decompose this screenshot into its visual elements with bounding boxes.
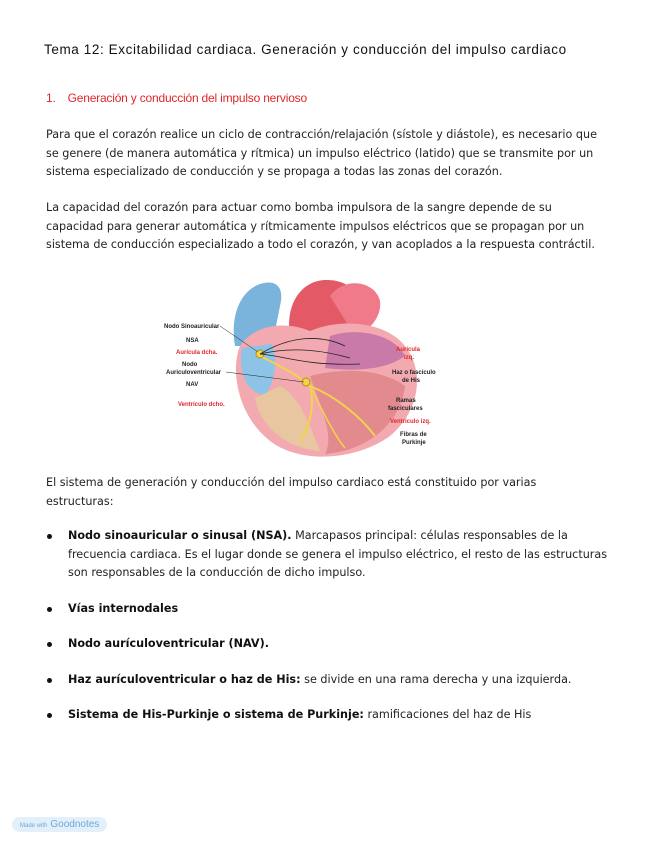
label-ventriculo-izq: Ventrículo izq.	[390, 419, 431, 425]
label-ramas: Ramas	[396, 398, 416, 404]
bullet-term: Haz aurículoventricular o haz de His:	[68, 672, 301, 686]
list-item	[44, 600, 614, 619]
section-heading	[46, 91, 307, 105]
bullet-term: Nodo sinoauricular o sinusal (NSA).	[68, 529, 292, 542]
list-item	[44, 635, 614, 654]
label-auricula-izq-2: izq.	[404, 355, 414, 361]
label-haz-his: Haz o fascículo	[392, 370, 436, 376]
label-haz-his-2: de His	[402, 378, 421, 384]
paragraph-structures: El sistema de generación y conducción del impulso cardiaco está constituido por varias estructuras:	[46, 476, 537, 508]
bullet-term: Sistema de His-Purkinje o sistema de Purkinje:	[68, 708, 364, 721]
label-nodo: Nodo	[182, 362, 198, 368]
label-nav: NAV	[186, 382, 199, 388]
label-auriculoventricular: Auriculoventricular	[166, 370, 222, 376]
label-fibras: Fibras de	[400, 432, 427, 438]
list-item	[44, 706, 614, 725]
label-nodo-sinoauricular: Nodo Sinoauricular	[164, 324, 220, 330]
section-heading-text: Generación y conducción del impulso nervioso	[67, 91, 307, 105]
label-ramas-2: fasciculares	[388, 406, 423, 412]
bullet-text: se divide en una rama derecha y una izquierda.	[300, 672, 572, 686]
heart-conduction-diagram	[160, 276, 450, 464]
page-title: Tema 12: Excitabilidad cardiaca. Generación y conducción del impulso cardiaco	[44, 42, 567, 57]
paragraph-intro: Para que el corazón realice un ciclo de contracción/relajación (sístole y diástole), es necesario que se genere (de manera automática y rítmica) un impulso eléctrico (latido) que se transmite por un sistema especializado de conducción y se propaga a todas las zonas del corazón.	[46, 128, 597, 178]
label-ventriculo-dcho: Ventrículo dcho.	[178, 402, 225, 408]
label-auricula-izq: Aurícula	[396, 347, 421, 353]
bullet-text: ramificaciones del haz de His	[363, 708, 532, 721]
bullet-term: Nodo aurículoventricular (NAV).	[68, 637, 269, 650]
structures-list	[44, 527, 614, 725]
bullet-term: Vías internodales	[68, 601, 179, 615]
section-number: 1.	[46, 91, 56, 105]
list-item	[44, 671, 614, 690]
heart-illustration	[160, 276, 450, 464]
badge-prefix: Made with	[20, 823, 48, 829]
paragraph-capacity: La capacidad del corazón para actuar como bomba impulsora de la sangre depende de su capacidad para generar automática y rítmicamente impulsos eléctricos que se propagan por un sistema de conducción especializado a todo el corazón, y van acoplados a la respuesta contráctil.	[46, 201, 595, 251]
label-fibras-2: Purkinje	[402, 440, 426, 446]
list-item	[44, 527, 614, 583]
badge-brand: Goodnotes	[50, 819, 100, 830]
goodnotes-badge[interactable]	[12, 817, 107, 832]
bullet-text: Marcapasos principal: células responsables de la frecuencia cardiaca. Es el lugar donde se genera el impulso eléctrico, el resto de las estructuras son responsables de la conducción de dicho impulso.	[68, 529, 608, 579]
label-nsa: NSA	[186, 338, 199, 344]
label-auricula-dcha: Aurícula dcha.	[176, 350, 218, 356]
